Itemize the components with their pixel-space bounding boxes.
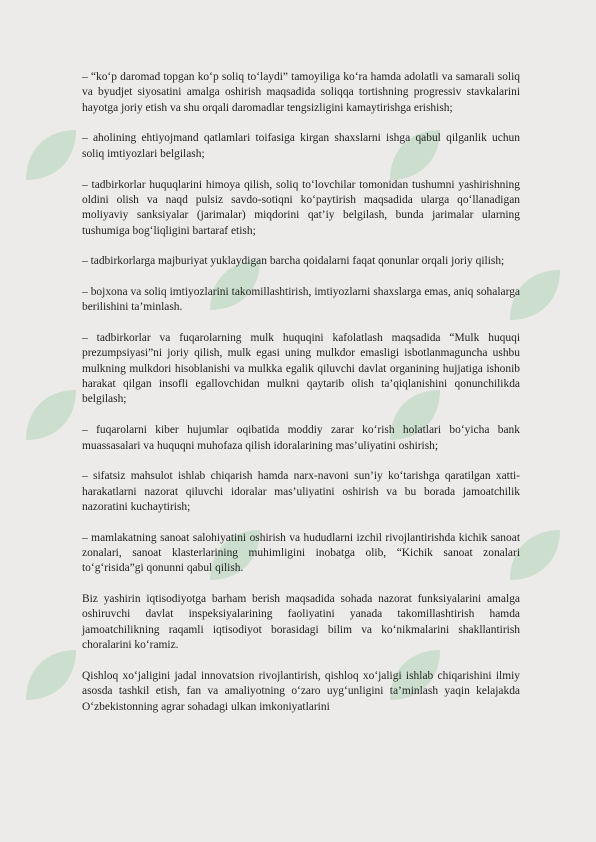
paragraph: Qishloq xo‘jaligini jadal innovatsion rivojlantirish, qishloq xo‘jaligi ishlab chiqarishini ilmiy asosda tashkil etish, fan va amaliyotning o‘zaro uyg‘unligini ta’minlash yaqin kelajakda O‘zbekistonning agrar sohadagi ulkan imkoniyatlarini [82,669,520,713]
paragraph: – mamlakatning sanoat salohiyatini oshirish va hududlarni izchil rivojlantirishda kichik sanoat zonalari, sanoat klasterlarining muhimligini inobatga olib, “Kichik sanoat zonalari to‘g‘risida”gi qonunni qabul qilish. [82,531,520,575]
document-body [82,70,520,730]
leaf-logo-icon [16,120,86,190]
paragraph: – “ko‘p daromad topgan ko‘p soliq to‘laydi” tamoyiliga ko‘ra hamda adolatli va samarali soliq va byudjet siyosatini amalga oshirish maqsadida soliqqa tortishning progressiv stavkalarini hayotga joriy etish va shu orqali daromadlar tengsizligini kamaytirishga erishish; [82,71,520,114]
leaf-logo-icon [16,640,86,710]
leaf-logo-icon [16,380,86,450]
paragraph: – aholining ehtiyojmand qatlamlari toifasiga kirgan shaxslarni ishga qabul qilganlik uchun soliq imtiyozlari belgilash; [82,132,520,160]
paragraph: – tadbirkorlarga majburiyat yuklaydigan barcha qoidalarni faqat qonunlar orqali joriy qilish; [82,255,505,268]
paragraph: – bojxona va soliq imtiyozlarini takomillashtirish, imtiyozlarni shaxslarga emas, aniq sohalarga berilishini ta’minlash. [82,286,520,314]
paragraph: – tadbirkorlar huquqlarini himoya qilish, soliq to‘lovchilar tomonidan tushumni yashirishning oldini olish va naqd pulsiz savdo-sotiqni ko‘paytirish maqsadida ularga qo‘llanadigan moliyaviy sanksiyalar (jarimalar) miqdorini qat’iy belgilash, bunda jarimalar ularning tushumiga bog‘liqligini bartaraf etish; [82,178,520,237]
paragraph: – fuqarolarni kiber hujumlar oqibatida moddiy zarar ko‘rish holatlari bo‘yicha bank muassasalari va huquqni muhofaza qilish idoralarining mas’uliyatini oshirish; [82,424,520,452]
paragraph: Biz yashirin iqtisodiyotga barham berish maqsadida sohada nazorat funksiyalarini amalga oshiruvchi davlat inspeksiyalarining faoliyatini yanada takomillashtirish hamda jamoatchilikning raqamli iqtisodiyot borasidagi bilim va ko‘nikmalarini shakllantirish choralarini ko‘ramiz. [82,593,520,652]
paragraph: – sifatsiz mahsulot ishlab chiqarish hamda narx-navoni sun’iy ko‘tarishga qaratilgan xatti-harakatlarni nazorat qiluvchi idoralar mas’uliyatini oshirish va bu borada jamoatchilik nazoratini kuchaytirish; [82,470,520,513]
paragraph: – tadbirkorlar va fuqarolarning mulk huquqini kafolatlash maqsadida “Mulk huquqi prezumpsiyasi”ni joriy qilish, mulk egasi uning mulkdor emasligi isbotlanmaguncha ushbu mulkning mulkdori hisoblanishi va mulkka egalik qiluvchi davlat organining hujjatiga ishonib harakat qilgan insofli egallovchidan mulkni qaytarib olish ta’qiqlanishini qonunchilikda belgilash; [82,332,520,406]
